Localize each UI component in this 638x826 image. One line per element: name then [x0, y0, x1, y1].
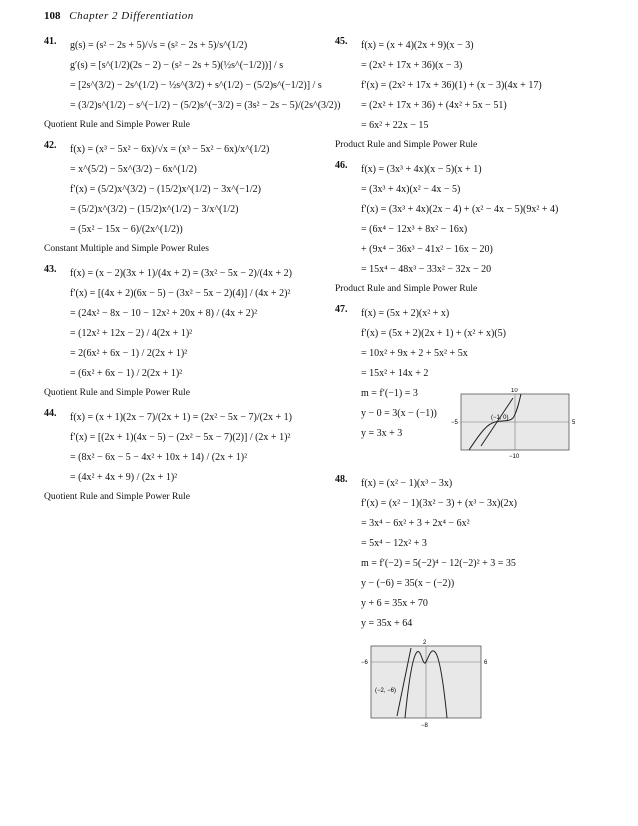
y-max-label: 2	[423, 640, 427, 646]
problem-43	[44, 264, 319, 398]
equation-line: = (3/2)s^(1/2) − s^(−1/2) − (5/2)s^(−3/2) = (3s² − 2s − 5)/(2s^(3/2))	[70, 100, 341, 111]
problem-46	[335, 160, 625, 294]
equation-line: f(x) = (x + 1)(2x − 7)/(2x + 1) = (2x² − 5x − 7)/(2x + 1)	[70, 412, 292, 423]
x-max-label: 6	[484, 660, 488, 666]
equation-line: f′(x) = (x² − 1)(3x² − 3) + (x³ − 3x)(2x)	[361, 498, 518, 509]
rule-note: Constant Multiple and Simple Power Rules	[44, 244, 209, 254]
equation-line: = 5x⁴ − 12x² + 3	[361, 538, 427, 549]
problem-number: 48.	[335, 474, 348, 485]
rule-note: Product Rule and Simple Power Rule	[335, 140, 478, 150]
equation-line: y = 3x + 3	[361, 428, 403, 439]
chapter-title: Chapter 2 Differentiation	[69, 10, 194, 22]
rule-note: Product Rule and Simple Power Rule	[335, 284, 478, 294]
problem-number: 46.	[335, 160, 348, 171]
equation-line: f(x) = (5x + 2)(x² + x)	[361, 308, 450, 319]
equation-line: = 2(6x² + 6x − 1) / 2(2x + 1)²	[70, 348, 188, 359]
problem-44	[44, 408, 319, 502]
problem-number: 45.	[335, 36, 348, 47]
equation-line: f(x) = (3x³ + 4x)(x − 5)(x + 1)	[361, 164, 482, 175]
equation-line: = (3x³ + 4x)(x² − 4x − 5)	[361, 184, 461, 195]
equation-line: = (2x² + 17x + 36)(x − 3)	[361, 60, 463, 71]
equation-line: y − (−6) = 35(x − (−2))	[361, 578, 455, 589]
equation-line: f(x) = (x + 4)(2x + 9)(x − 3)	[361, 40, 474, 51]
left-column	[44, 36, 341, 512]
equation-line: = (6x² + 6x − 1) / 2(2x + 1)²	[70, 368, 183, 379]
page-header	[44, 10, 194, 22]
right-column	[335, 36, 625, 749]
problem-47	[335, 304, 625, 464]
equation-line: g′(s) = [s^(1/2)(2s − 2) − (s² − 2s + 5)(½s^(−1/2))] / s	[70, 60, 284, 71]
problem-number: 47.	[335, 304, 348, 315]
equation-line: = 10x² + 9x + 2 + 5x² + 5x	[361, 348, 468, 359]
equation-line: + (9x⁴ − 36x³ − 41x² − 16x − 20)	[361, 244, 493, 255]
problem-number: 43.	[44, 264, 57, 275]
y-max-label: 10	[510, 388, 518, 394]
equation-line: = x^(5/2) − 5x^(3/2) − 6x^(1/2)	[70, 164, 197, 175]
graph-47	[451, 388, 581, 460]
equation-line: y − 0 = 3(x − (−1))	[361, 408, 437, 419]
equation-line: = 3x⁴ − 6x² + 3 + 2x⁴ − 6x²	[361, 518, 470, 529]
x-min-label: −6	[361, 660, 368, 666]
equation-line: = (4x² + 4x + 9) / (2x + 1)²	[70, 472, 178, 483]
equation-line: f′(x) = (5x + 2)(2x + 1) + (x² + x)(5)	[361, 328, 507, 339]
equation-line: f′(x) = (2x² + 17x + 36)(1) + (x − 3)(4x + 17)	[361, 80, 542, 91]
equation-line: f(x) = (x² − 1)(x³ − 3x)	[361, 478, 453, 489]
equation-line: f(x) = (x − 2)(3x + 1)/(4x + 2) = (3x² − 5x − 2)/(4x + 2)	[70, 268, 292, 279]
y-min-label: −10	[508, 454, 520, 460]
x-min-label: −5	[450, 420, 458, 426]
y-min-label: −8	[421, 723, 428, 729]
graph-48	[361, 638, 501, 730]
equation-line: = (5/2)x^(3/2) − (15/2)x^(1/2) − 3/x^(1/2)	[70, 204, 239, 215]
equation-line: = (2x² + 17x + 36) + (4x² + 5x − 51)	[361, 100, 507, 111]
equation-line: = 15x² + 14x + 2	[361, 368, 429, 379]
problem-42	[44, 140, 319, 254]
equation-line: = (8x² − 6x − 5 − 4x² + 10x + 14) / (2x + 1)²	[70, 452, 248, 463]
equation-line: = (5x² − 15x − 6)/(2x^(1/2))	[70, 224, 183, 235]
equation-line: = (6x⁴ − 12x³ + 8x² − 16x)	[361, 224, 468, 235]
rule-note: Quotient Rule and Simple Power Rule	[44, 120, 190, 130]
equation-line: f′(x) = [(2x + 1)(4x − 5) − (2x² − 5x − 7)(2)] / (2x + 1)²	[70, 432, 291, 443]
equation-line: = 15x⁴ − 48x³ − 33x² − 32x − 20	[361, 264, 492, 275]
page-number: 108	[44, 10, 61, 22]
problem-41	[44, 36, 341, 130]
equation-line: = (12x² + 12x − 2) / 4(2x + 1)²	[70, 328, 193, 339]
equation-line: m = f′(−1) = 3	[361, 388, 418, 399]
equation-line: y = 35x + 64	[361, 618, 413, 629]
problem-45	[335, 36, 625, 150]
equation-line: = [2s^(3/2) − 2s^(1/2) − ½s^(3/2) + s^(1/2) − (5/2)s^(−1/2)] / s	[70, 80, 322, 91]
problem-48	[335, 474, 625, 739]
rule-note: Quotient Rule and Simple Power Rule	[44, 388, 190, 398]
rule-note: Quotient Rule and Simple Power Rule	[44, 492, 190, 502]
equation-line: f′(x) = (5/2)x^(3/2) − (15/2)x^(1/2) − 3x^(−1/2)	[70, 184, 262, 195]
x-max-label: 5	[571, 420, 576, 426]
problem-number: 44.	[44, 408, 57, 419]
equation-line: = (24x² − 8x − 10 − 12x² + 20x + 8) / (4x + 2)²	[70, 308, 258, 319]
equation-line: f′(x) = (3x³ + 4x)(2x − 4) + (x² − 4x − 5)(9x² + 4)	[361, 204, 559, 215]
equation-line: y + 6 = 35x + 70	[361, 598, 428, 609]
equation-line: f(x) = (x³ − 5x² − 6x)/√x = (x³ − 5x² − 6x)/x^(1/2)	[70, 144, 270, 155]
problem-number: 41.	[44, 36, 57, 47]
point-label: (−1, 0)	[490, 415, 509, 421]
equation-line: m = f′(−2) = 5(−2)⁴ − 12(−2)² + 3 = 35	[361, 558, 516, 569]
problem-number: 42.	[44, 140, 57, 151]
equation-line: = 6x² + 22x − 15	[361, 120, 429, 131]
equation-line: f′(x) = [(4x + 2)(6x − 5) − (3x² − 5x − 2)(4)] / (4x + 2)²	[70, 288, 291, 299]
equation-line: g(s) = (s² − 2s + 5)/√s = (s² − 2s + 5)/s^(1/2)	[70, 40, 248, 51]
point-label: (−2, −6)	[375, 688, 397, 694]
